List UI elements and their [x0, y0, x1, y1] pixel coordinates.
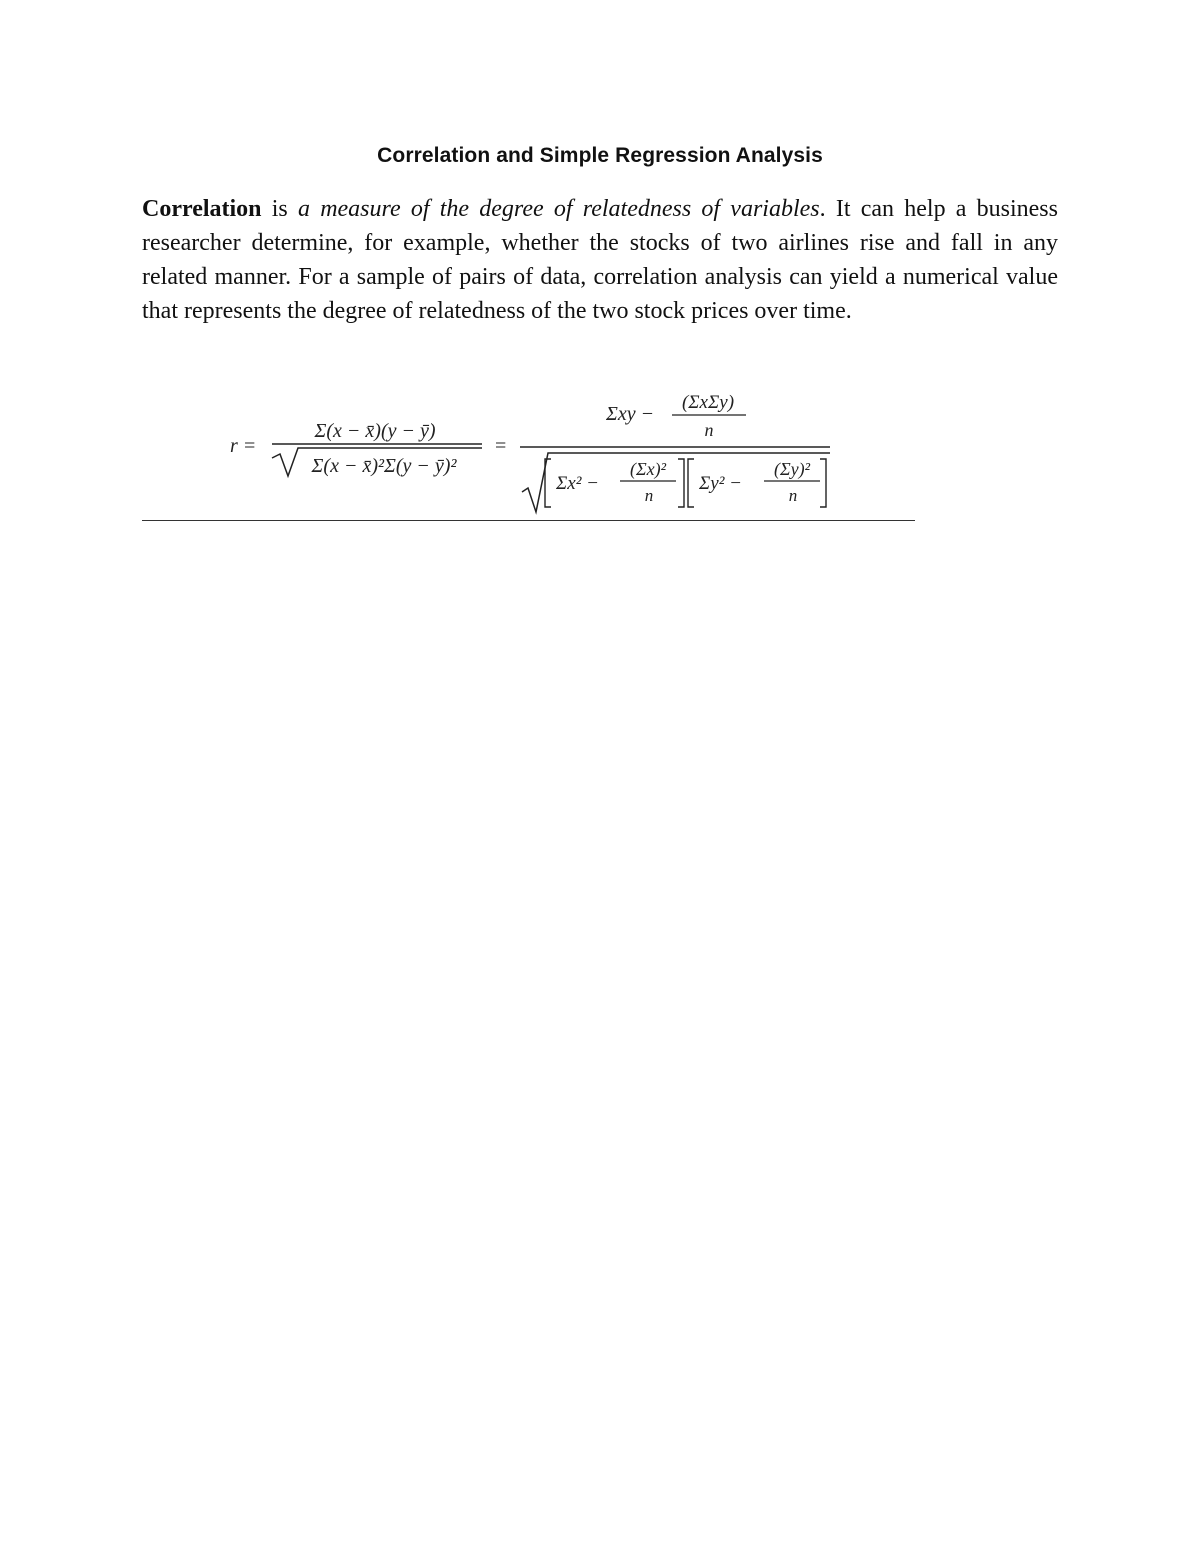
connector-text: is [261, 196, 298, 222]
right-open-bracket [688, 459, 694, 507]
definition-text: a measure of the degree of relatedness of variables [297, 196, 820, 222]
formula-equals: = [495, 435, 507, 457]
first-denominator: Σ(x − x̄)²Σ(y − ȳ)² [311, 455, 457, 477]
horizontal-rule [142, 520, 915, 521]
page-title: Correlation and Simple Regression Analysis [377, 144, 823, 167]
term-correlation: Correlation [142, 196, 262, 222]
left-close-bracket [678, 459, 684, 507]
numerator-frac-top: (ΣxΣy) [681, 392, 735, 413]
second-numerator-lead: Σxy − [606, 403, 655, 425]
numerator-frac-n: n [704, 420, 714, 440]
sum-x-sq: (Σx)² [629, 459, 667, 479]
formula-lhs: r = [230, 435, 257, 457]
paragraph-rest: . It can help a business researcher determine, for example, whether the stocks of two airlines rise and fall in any related manner. For a sample of pairs of data, correlation analysis can yield a numerical value that represents the degree of relatedness of the two stock prices over time. [142, 196, 1058, 324]
correlation-paragraph [142, 192, 1058, 328]
correlation-formula [0, 380, 1200, 520]
y-frac-n: n [788, 486, 798, 505]
formula-svg [0, 380, 1200, 520]
sum-x2: Σx² − [556, 473, 599, 494]
right-close-bracket [820, 459, 826, 507]
sum-y-sq: (Σy)² [773, 459, 811, 479]
x-frac-n: n [644, 486, 654, 505]
sum-y2: Σy² − [699, 473, 742, 494]
first-numerator: Σ(x − x̄)(y − ȳ) [314, 420, 436, 442]
